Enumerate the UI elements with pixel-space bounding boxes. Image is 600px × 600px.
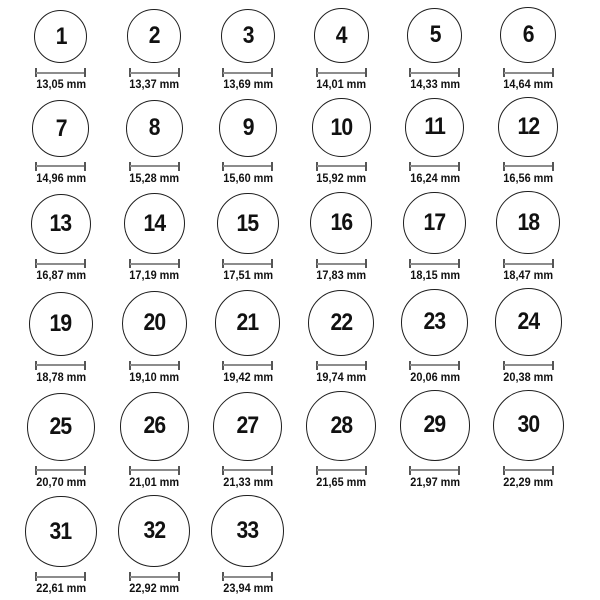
ring-size-number: 23 [423, 308, 446, 336]
ring-size-cell [108, 495, 202, 597]
measure-tick-right-icon [271, 259, 273, 268]
measure-tick-right-icon [458, 466, 460, 475]
chart-row [14, 97, 600, 187]
ring-circle [405, 98, 464, 157]
diameter-measure [222, 466, 273, 475]
chart-row [14, 288, 600, 385]
ring-circle [493, 390, 564, 461]
measure-tick-right-icon [84, 162, 86, 171]
ring-size-number: 31 [49, 517, 72, 545]
measure-tick-right-icon [552, 466, 554, 475]
diameter-label: 18,47 mm [503, 270, 554, 283]
measure-tick-right-icon [84, 572, 86, 581]
ring-size-number: 14 [143, 209, 166, 237]
measure-line-icon [36, 72, 85, 74]
ring-size-cell [201, 99, 295, 187]
measure-line-icon [130, 364, 179, 366]
ring-size-cell [388, 289, 482, 386]
ring-size-cell [388, 192, 482, 285]
measure-tick-right-icon [178, 259, 180, 268]
measure-tick-right-icon [84, 466, 86, 475]
diameter-label: 22,29 mm [503, 476, 554, 489]
diameter-label: 20,70 mm [35, 476, 86, 489]
diameter-label: 22,92 mm [129, 583, 180, 596]
ring-size-cell [108, 100, 202, 187]
diameter-measure [409, 68, 460, 77]
ring-size-number: 28 [330, 411, 353, 439]
ring-size-number: 6 [522, 21, 534, 49]
diameter-measure [35, 259, 86, 268]
measure-tick-right-icon [365, 466, 367, 475]
diameter-label: 21,65 mm [316, 476, 367, 489]
ring-size-number: 13 [49, 210, 72, 238]
diameter-label: 23,94 mm [222, 583, 273, 596]
ring-circle [124, 193, 185, 254]
diameter-label: 18,78 mm [35, 371, 86, 384]
measure-line-icon [223, 165, 272, 167]
measure-line-icon [130, 576, 179, 578]
ring-size-cell [14, 100, 108, 187]
diameter-measure [35, 68, 86, 77]
diameter-measure [316, 361, 367, 370]
ring-circle [211, 495, 284, 568]
diameter-measure [316, 259, 367, 268]
measure-tick-right-icon [271, 68, 273, 77]
ring-size-cell [482, 7, 576, 93]
diameter-measure [35, 466, 86, 475]
measure-line-icon [317, 72, 366, 74]
ring-size-cell [201, 193, 295, 285]
diameter-measure [129, 361, 180, 370]
ring-circle [308, 290, 374, 356]
ring-size-number: 18 [517, 208, 540, 236]
measure-line-icon [317, 165, 366, 167]
ring-circle [215, 290, 280, 355]
diameter-label: 14,01 mm [316, 79, 367, 92]
ring-size-number: 15 [236, 209, 259, 237]
measure-tick-right-icon [552, 162, 554, 171]
ring-size-number: 25 [49, 412, 72, 440]
ring-size-cell [14, 393, 108, 491]
ring-size-cell [482, 288, 576, 385]
diameter-measure [129, 68, 180, 77]
ring-circle [403, 192, 466, 255]
measure-tick-right-icon [178, 162, 180, 171]
ring-circle [122, 291, 187, 356]
ring-size-number: 33 [236, 517, 259, 545]
chart-row [14, 7, 600, 93]
ring-size-number: 27 [236, 412, 259, 440]
measure-line-icon [223, 469, 272, 471]
measure-line-icon [504, 469, 553, 471]
measure-tick-right-icon [552, 361, 554, 370]
ring-circle [219, 99, 277, 157]
ring-size-number: 9 [242, 113, 254, 141]
diameter-label: 15,28 mm [129, 172, 180, 185]
diameter-label: 16,56 mm [503, 172, 554, 185]
measure-tick-right-icon [84, 259, 86, 268]
diameter-label: 15,60 mm [222, 172, 273, 185]
diameter-measure [503, 466, 554, 475]
measure-line-icon [36, 364, 85, 366]
ring-size-cell [295, 192, 389, 284]
ring-size-cell [201, 495, 295, 598]
diameter-measure [129, 466, 180, 475]
diameter-label: 16,24 mm [409, 172, 460, 185]
ring-size-cell [14, 10, 108, 93]
measure-tick-right-icon [271, 162, 273, 171]
ring-size-cell [201, 290, 295, 385]
diameter-label: 13,05 mm [35, 79, 86, 92]
ring-circle [120, 392, 189, 461]
diameter-measure [222, 572, 273, 581]
diameter-label: 13,37 mm [129, 79, 180, 92]
measure-line-icon [317, 263, 366, 265]
measure-tick-right-icon [458, 259, 460, 268]
ring-circle [221, 9, 275, 63]
ring-circle [27, 393, 95, 461]
ring-circle [32, 100, 89, 157]
diameter-label: 17,51 mm [222, 270, 273, 283]
ring-size-number: 5 [429, 21, 441, 49]
diameter-label: 13,69 mm [222, 79, 273, 92]
measure-tick-right-icon [178, 68, 180, 77]
measure-tick-right-icon [271, 361, 273, 370]
measure-line-icon [410, 72, 459, 74]
ring-size-number: 11 [424, 113, 446, 141]
ring-size-cell [482, 191, 576, 285]
diameter-label: 17,19 mm [129, 270, 180, 283]
ring-size-number: 10 [330, 113, 353, 141]
diameter-label: 20,06 mm [409, 371, 460, 384]
ring-circle [118, 495, 190, 567]
diameter-label: 21,01 mm [129, 476, 180, 489]
measure-tick-right-icon [178, 572, 180, 581]
measure-line-icon [130, 72, 179, 74]
measure-tick-right-icon [458, 361, 460, 370]
chart-row [14, 495, 600, 598]
chart-row [14, 390, 600, 491]
ring-circle [25, 496, 97, 568]
ring-size-cell [14, 194, 108, 284]
measure-tick-right-icon [458, 68, 460, 77]
diameter-measure [129, 162, 180, 171]
measure-line-icon [36, 165, 85, 167]
measure-line-icon [36, 263, 85, 265]
diameter-label: 21,97 mm [409, 476, 460, 489]
measure-tick-right-icon [552, 259, 554, 268]
ring-size-number: 21 [236, 308, 259, 336]
ring-circle [29, 292, 93, 356]
measure-line-icon [223, 263, 272, 265]
diameter-label: 15,92 mm [316, 172, 367, 185]
diameter-label: 14,96 mm [35, 172, 86, 185]
ring-size-cell [201, 9, 295, 93]
measure-line-icon [223, 364, 272, 366]
measure-tick-right-icon [84, 68, 86, 77]
ring-circle [314, 8, 369, 63]
ring-circle [400, 390, 470, 460]
ring-size-number: 22 [330, 308, 353, 336]
ring-size-cell [14, 292, 108, 386]
ring-size-number: 20 [143, 309, 166, 337]
ring-size-number: 2 [148, 22, 160, 50]
diameter-label: 21,33 mm [222, 476, 273, 489]
ring-size-number: 16 [330, 209, 353, 237]
diameter-measure [503, 259, 554, 268]
ring-size-number: 3 [242, 21, 254, 49]
ring-size-number: 12 [517, 113, 540, 140]
measure-line-icon [130, 263, 179, 265]
ring-size-number: 30 [517, 411, 540, 439]
diameter-label: 19,10 mm [129, 371, 180, 384]
measure-tick-right-icon [458, 162, 460, 171]
ring-size-number: 1 [55, 22, 67, 50]
ring-size-cell [388, 390, 482, 490]
ring-circle [310, 192, 372, 254]
ring-size-cell [295, 8, 389, 93]
measure-line-icon [410, 469, 459, 471]
diameter-measure [222, 259, 273, 268]
measure-line-icon [130, 165, 179, 167]
ring-circle [306, 391, 376, 461]
ring-size-number: 19 [49, 309, 72, 337]
diameter-measure [316, 466, 367, 475]
measure-line-icon [223, 72, 272, 74]
ring-circle [498, 97, 558, 157]
diameter-measure [35, 162, 86, 171]
diameter-measure [409, 361, 460, 370]
measure-line-icon [317, 364, 366, 366]
diameter-label: 17,83 mm [316, 270, 367, 283]
measure-line-icon [410, 165, 459, 167]
measure-line-icon [36, 576, 85, 578]
measure-tick-right-icon [552, 68, 554, 77]
diameter-label: 19,74 mm [316, 371, 367, 384]
measure-tick-right-icon [271, 466, 273, 475]
diameter-measure [316, 68, 367, 77]
ring-circle [217, 193, 279, 255]
diameter-measure [409, 466, 460, 475]
ring-size-cell [295, 98, 389, 187]
ring-size-cell [14, 496, 108, 598]
ring-size-cell [108, 193, 202, 284]
ring-size-cell [295, 391, 389, 491]
ring-size-number: 24 [517, 308, 540, 336]
diameter-label: 14,64 mm [503, 79, 554, 92]
ring-size-cell [108, 392, 202, 491]
diameter-label: 19,42 mm [222, 371, 273, 384]
diameter-label: 22,61 mm [35, 583, 86, 596]
diameter-measure [222, 68, 273, 77]
diameter-measure [503, 162, 554, 171]
ring-size-cell [201, 392, 295, 491]
measure-tick-right-icon [178, 361, 180, 370]
ring-circle [31, 194, 91, 254]
measure-tick-right-icon [365, 361, 367, 370]
diameter-measure [503, 68, 554, 77]
ring-size-number: 8 [148, 114, 160, 142]
diameter-label: 14,33 mm [409, 79, 460, 92]
measure-tick-right-icon [365, 259, 367, 268]
diameter-measure [35, 361, 86, 370]
ring-size-cell [295, 290, 389, 386]
ring-size-number: 32 [143, 517, 166, 545]
ring-size-cell [388, 98, 482, 187]
measure-tick-right-icon [365, 162, 367, 171]
diameter-measure [35, 572, 86, 581]
measure-line-icon [410, 263, 459, 265]
diameter-measure [409, 162, 460, 171]
measure-line-icon [504, 263, 553, 265]
measure-tick-right-icon [271, 572, 273, 581]
diameter-measure [222, 162, 273, 171]
ring-size-number: 17 [423, 208, 446, 236]
ring-circle [312, 98, 371, 157]
ring-size-number: 29 [423, 411, 446, 439]
ring-circle [213, 392, 282, 461]
ring-size-number: 7 [55, 114, 67, 142]
diameter-measure [503, 361, 554, 370]
diameter-label: 18,15 mm [409, 270, 460, 283]
measure-line-icon [504, 165, 553, 167]
ring-circle [127, 9, 181, 63]
ring-size-cell [108, 9, 202, 93]
ring-size-cell [108, 291, 202, 386]
measure-line-icon [504, 72, 553, 74]
ring-size-cell [388, 8, 482, 93]
ring-size-cell [482, 390, 576, 491]
ring-circle [500, 7, 556, 63]
diameter-label: 16,87 mm [35, 270, 86, 283]
diameter-measure [222, 361, 273, 370]
ring-circle [407, 8, 462, 63]
measure-line-icon [410, 364, 459, 366]
measure-tick-right-icon [365, 68, 367, 77]
diameter-label: 20,38 mm [503, 371, 554, 384]
ring-circle [401, 289, 468, 356]
ring-size-cell [482, 97, 576, 187]
measure-line-icon [36, 469, 85, 471]
measure-line-icon [130, 469, 179, 471]
ring-circle [496, 191, 560, 255]
diameter-measure [316, 162, 367, 171]
ring-size-number: 26 [143, 412, 166, 440]
measure-tick-right-icon [178, 466, 180, 475]
diameter-measure [129, 259, 180, 268]
ring-circle [495, 288, 562, 355]
ring-circle [126, 100, 183, 157]
measure-line-icon [504, 364, 553, 366]
chart-row [14, 191, 600, 285]
measure-line-icon [223, 576, 272, 578]
measure-line-icon [317, 469, 366, 471]
measure-tick-right-icon [84, 361, 86, 370]
diameter-measure [409, 259, 460, 268]
ring-circle [34, 10, 87, 63]
ring-size-number: 4 [335, 21, 347, 49]
diameter-measure [129, 572, 180, 581]
